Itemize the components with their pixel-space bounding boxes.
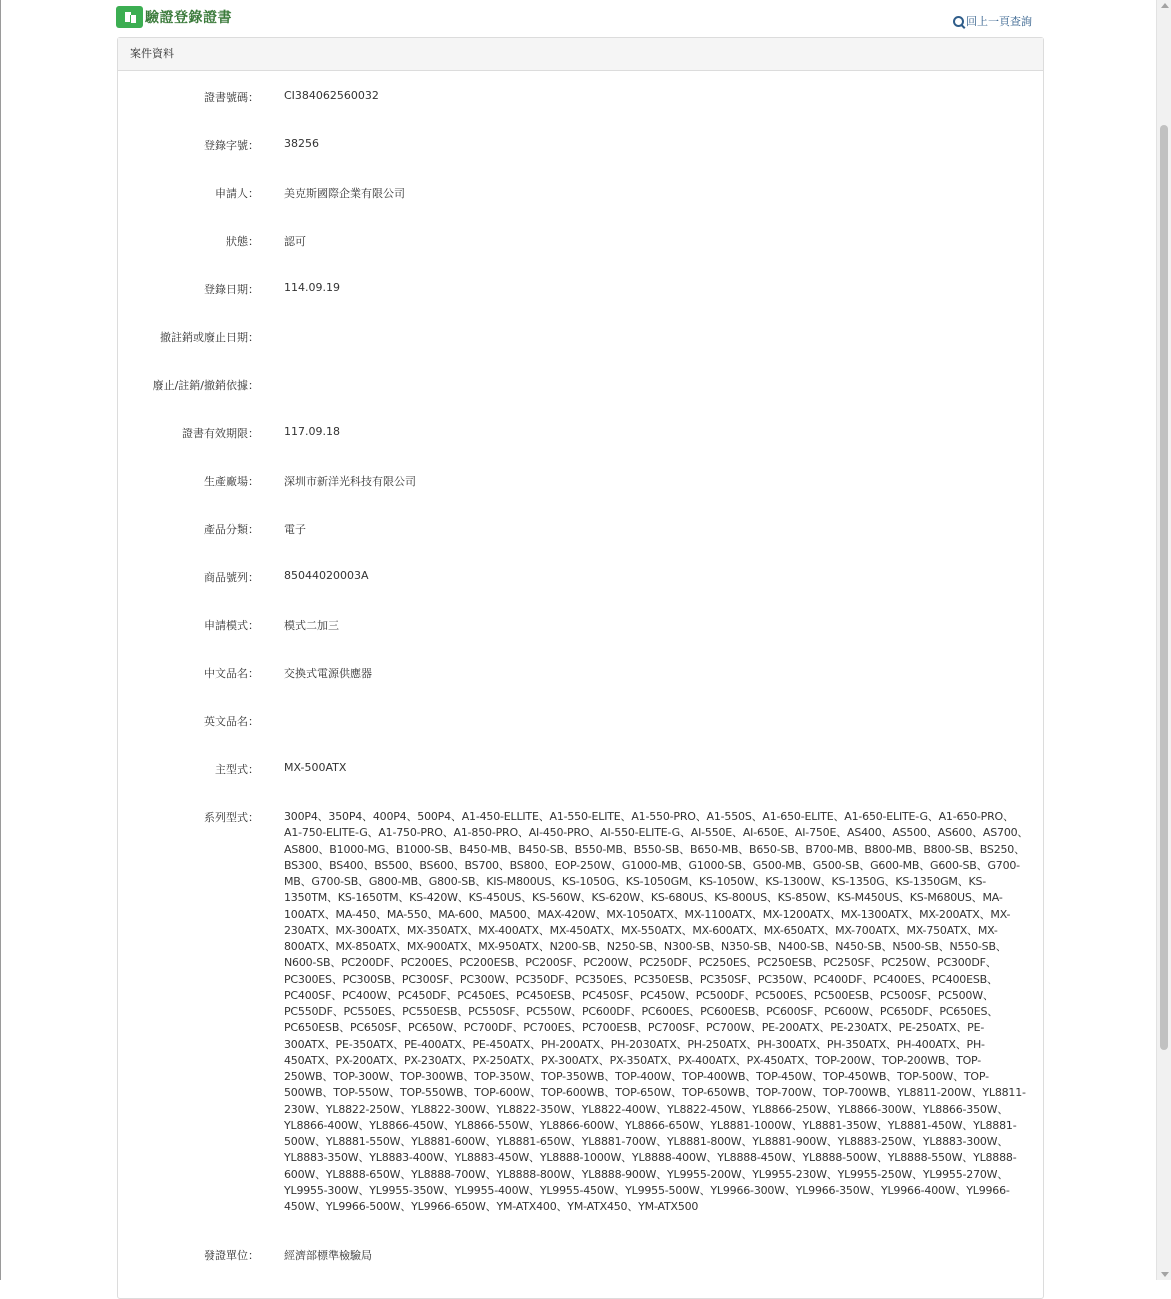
certificate-doc-icon	[116, 6, 143, 28]
field-label: 申請人：	[215, 187, 259, 200]
field-value: 85044020003A	[284, 569, 369, 582]
field-value: 美克斯國際企業有限公司	[284, 187, 405, 200]
field-label: 撤註銷或廢止日期：	[160, 331, 259, 344]
field-label: 中文品名：	[204, 667, 259, 680]
back-to-search-link[interactable]	[953, 13, 1032, 29]
window-border	[0, 0, 1, 1280]
field-value: CI384062560032	[284, 89, 379, 102]
field-label: 狀態：	[226, 235, 259, 248]
field-value: 深圳市新洋光科技有限公司	[284, 475, 416, 488]
page-header	[116, 5, 1042, 33]
field-value: 114.09.19	[284, 281, 340, 294]
field-label: 主型式：	[215, 763, 259, 776]
field-label: 英文品名：	[204, 715, 259, 728]
field-value: 電子	[284, 523, 306, 536]
page-title: 驗證登錄證書	[145, 10, 232, 26]
scrollbar-thumb[interactable]	[1160, 125, 1168, 1050]
case-info-panel	[117, 37, 1044, 1299]
field-value: 認可	[284, 235, 306, 248]
field-value: 交換式電源供應器	[284, 667, 372, 680]
field-value: 38256	[284, 137, 319, 150]
field-label: 登錄字號：	[204, 139, 259, 152]
field-label: 證書號碼：	[204, 91, 259, 104]
field-label: 發證單位：	[204, 1249, 259, 1262]
scroll-down-arrow-icon[interactable]	[1161, 1272, 1169, 1277]
field-label: 商品號列：	[204, 571, 259, 584]
field-label: 登錄日期：	[204, 283, 259, 296]
field-label: 產品分類：	[204, 523, 259, 536]
field-value: 經濟部標準檢驗局	[284, 1249, 372, 1262]
field-label: 系列型式：	[204, 811, 259, 824]
field-label: 廢止/註銷/撤銷依據：	[152, 379, 259, 392]
field-value: MX-500ATX	[284, 761, 347, 774]
vertical-scrollbar[interactable]	[1156, 0, 1171, 1280]
search-icon	[953, 16, 964, 27]
field-label: 申請模式：	[204, 619, 259, 632]
field-value: 模式二加三	[284, 619, 339, 632]
scroll-up-arrow-icon[interactable]	[1161, 3, 1169, 8]
field-label: 生產廠場：	[204, 475, 259, 488]
field-value: 117.09.18	[284, 425, 340, 438]
field-label: 證書有效期限：	[182, 427, 259, 440]
field-value: 300P4、350P4、400P4、500P4、A1-450-ELLITE、A1-550-ELITE、A1-550-PRO、A1-550S、A1-650-ELITE、A1-650-ELITE-G、A1-650-PRO、A1-750-ELITE-G、A1-750-PRO、A1-850-PRO、AI-450-PRO、AI-550-ELITE-G、AI-550E、AI-650E、AI-750E、AS400、AS500、AS600、AS700、AS800、B1000-MG、B1000-SB、B450-MB、B450-SB、B550-MB、B550-SB、B650-MB、B650-SB、B700-MB、B800-MB、B800-SB、BS250、BS300、BS400、BS500、BS600、BS700、BS800、EOP-250W、G1000-MB、G1000-SB、G500-MB、G500-SB、G600-MB、G600-SB、G700-MB、G700-SB、G800-MB、G800-SB、KIS-M800US、KS-1050G、KS-1050GM、KS-1050W、KS-1300W、KS-1350G、KS-1350GM、KS-1350TM、KS-1650TM、KS-420W、KS-450US、KS-560W、KS-620W、KS-680US、KS-800US、KS-850W、KS-M450US、KS-M680US、MA-100ATX、MA-450、MA-550、MA-600、MA500、MAX-420W、MX-1050ATX、MX-1100ATX、MX-1200ATX、MX-1300ATX、MX-200ATX、MX-230ATX、MX-300ATX、MX-350ATX、MX-400ATX、MX-450ATX、MX-550ATX、MX-600ATX、MX-650ATX、MX-700ATX、MX-750ATX、MX-800ATX、MX-850ATX、MX-900ATX、MX-950ATX、N200-SB、N250-SB、N300-SB、N350-SB、N400-SB、N450-SB、N500-SB、N550-SB、N600-SB、PC200DF、PC200ES、PC200ESB、PC200SF、PC200W、PC250DF、PC250ES、PC250ESB、PC250SF、PC250W、PC300DF、PC300ES、PC300SB、PC300SF、PC300W、PC350DF、PC350ES、PC350ESB、PC350SF、PC350W、PC400DF、PC400ES、PC400ESB、PC400SF、PC400W、PC450DF、PC450ES、PC450ESB、PC450SF、PC450W、PC500DF、PC500ES、PC500ESB、PC500SF、PC500W、PC550DF、PC550ES、PC550ESB、PC550SF、PC550W、PC600DF、PC600ES、PC600ESB、PC600SF、PC600W、PC650DF、PC650ES、PC650ESB、PC650SF、PC650W、PC700DF、PC700ES、PC700ESB、PC700SF、PC700W、PE-200ATX、PE-230ATX、PE-250ATX、PE-300ATX、PE-350ATX、PE-400ATX、PE-450ATX、PH-200ATX、PH-2030ATX、PH-250ATX、PH-300ATX、PH-350ATX、PH-400ATX、PH-450ATX、PX-200ATX、PX-230ATX、PX-250ATX、PX-300ATX、PX-350ATX、PX-400ATX、PX-450ATX、TOP-200W、TOP-200WB、TOP-250WB、TOP-300W、TOP-300WB、TOP-350W、TOP-350WB、TOP-400W、TOP-400WB、TOP-450W、TOP-450WB、TOP-500W、TOP-500WB、TOP-550W、TOP-550WB、TOP-600W、TOP-600WB、TOP-650W、TOP-650WB、TOP-700W、TOP-700WB、YL8811-200W、YL8811-230W、YL8822-250W、YL8822-300W、YL8822-350W、YL8822-400W、YL8822-450W、YL8866-250W、YL8866-300W、YL8866-350W、YL8866-400W、YL8866-450W、YL8866-550W、YL8866-600W、YL8866-650W、YL8881-1000W、YL8881-350W、YL8881-450W、YL8881-500W、YL8881-550W、YL8881-600W、YL8881-650W、YL8881-700W、YL8881-800W、YL8881-900W、YL8883-250W、YL8883-300W、YL8883-350W、YL8883-400W、YL8883-450W、YL8888-1000W、YL8888-400W、YL8888-450W、YL8888-500W、YL8888-550W、YL8888-600W、YL8888-650W、YL8888-700W、YL8888-800W、YL8888-900W、YL9955-200W、YL9955-230W、YL9955-250W、YL9955-270W、YL9955-300W、YL9955-350W、YL9955-400W、YL9955-450W、YL9955-500W、YL9966-300W、YL9966-350W、YL9966-400W、YL9966-450W、YL9966-500W、YL9966-650W、YM-ATX400、YM-ATX450、YM-ATX500	[284, 810, 1029, 1213]
panel-heading: 案件資料	[118, 38, 1043, 71]
back-link-label: 回上一頁查詢	[966, 15, 1032, 28]
